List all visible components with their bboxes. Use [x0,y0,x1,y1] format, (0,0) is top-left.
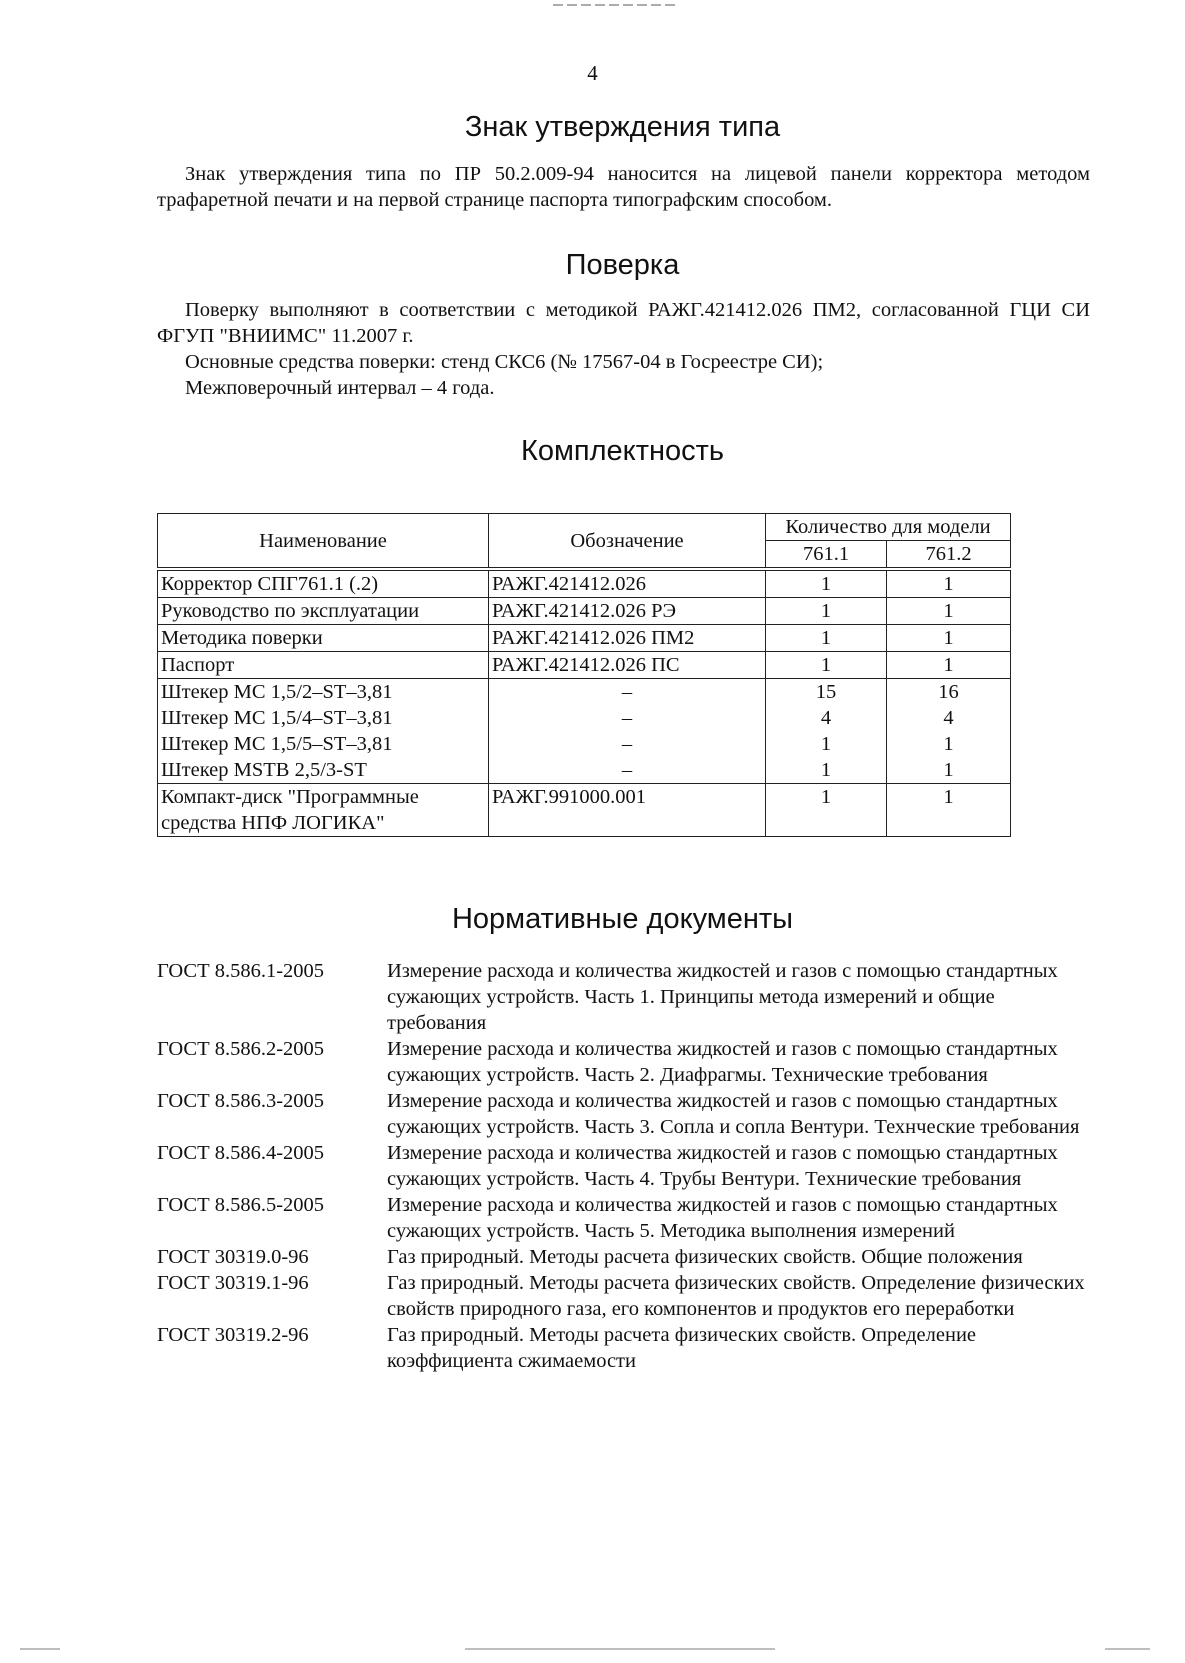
table-row [158,731,1011,757]
cell-qty-761-1: 1 [766,625,887,652]
cell-qty-761-1: 4 [766,705,887,731]
cell-name: Паспорт [158,652,489,679]
cell-name: Корректор СПГ761.1 (.2) [158,569,489,598]
cell-name: Компакт-диск "Программные средства НПФ ЛОГИКА" [158,784,489,837]
cell-code: – [489,757,766,784]
cell-name: Руководство по эксплуатации [158,598,489,625]
cell-qty-761-1: 1 [766,784,887,837]
table-row [158,652,1011,679]
approval-mark-paragraph: Знак утверждения типа по ПР 50.2.009-94 наносится на лицевой панели корректора методом трафаретной печати и на первой странице паспорта типографским способом. [157,163,1090,211]
cell-qty-761-2: 1 [887,598,1011,625]
cell-code: – [489,731,766,757]
cell-name: Штекер MC 1,5/2–ST–3,81 [158,679,489,706]
heading-approval-mark: Знак утверждения типа [464,111,781,143]
standard-code: ГОСТ 8.586.3-2005 [157,1090,325,1112]
standard-code: ГОСТ 30319.2-96 [157,1324,309,1346]
cell-code: – [489,679,766,706]
table-row [158,679,1011,706]
table-row [158,569,1011,598]
standard-code: ГОСТ 30319.0-96 [157,1246,309,1268]
standard-title: Газ природный. Методы расчета физических свойств. Общие положения [387,1246,1023,1268]
cell-qty-761-2: 4 [887,705,1011,731]
cell-qty-761-2: 1 [887,652,1011,679]
standard-code: ГОСТ 30319.1-96 [157,1272,309,1294]
cell-qty-761-1: 1 [766,652,887,679]
cell-code: – [489,705,766,731]
scan-artifact-bottom-left [20,1648,60,1650]
cell-name: Методика поверки [158,625,489,652]
column-header-qty-group: Количество для модели [766,514,1011,541]
heading-completeness: Комплектность [520,435,725,467]
list-item [157,1088,1087,1140]
verification-paragraph-equipment: Основные средства поверки: стенд СКС6 (№ 17567-04 в Госреестре СИ); [185,351,824,373]
cell-qty-761-2: 1 [887,784,1011,837]
completeness-table [157,513,1011,837]
heading-normative-documents: Нормативные документы [451,903,793,935]
scan-artifact-bottom-center [465,1648,775,1650]
page-number: 4 [587,61,598,85]
standard-title: Газ природный. Методы расчета физических свойств. Определение физических свойств природного газа, его компонентов и продуктов его переработки [387,1272,1085,1320]
cell-code: РАЖГ.421412.026 [489,569,766,598]
cell-qty-761-1: 1 [766,731,887,757]
table-row [158,705,1011,731]
standard-code: ГОСТ 8.586.1-2005 [157,960,325,982]
verification-paragraph-interval: Межповерочный интервал – 4 года. [185,377,495,399]
table-row [158,784,1011,837]
cell-qty-761-2: 1 [887,625,1011,652]
standard-title: Измерение расхода и количества жидкостей и газов с помощью стандартных сужающих устройств. Часть 1. Принципы метода измерений и общие требования [387,960,1058,1034]
cell-qty-761-2: 1 [887,757,1011,784]
list-item [157,1322,1087,1374]
column-header-model-761-2: 761.2 [887,541,1011,570]
cell-qty-761-1: 15 [766,679,887,706]
standard-title: Измерение расхода и количества жидкостей и газов с помощью стандартных сужающих устройств. Часть 5. Методика выполнения измерений [387,1194,1058,1242]
verification-text-block [157,297,1090,401]
cell-code: РАЖГ.421412.026 ПМ2 [489,625,766,652]
cell-qty-761-1: 1 [766,757,887,784]
table-row [158,598,1011,625]
cell-code: РАЖГ.421412.026 ПС [489,652,766,679]
standard-code: ГОСТ 8.586.4-2005 [157,1142,325,1164]
table-row [158,625,1011,652]
column-header-model-761-1: 761.1 [766,541,887,570]
scan-artifact-bottom-right [1105,1648,1150,1650]
cell-name: Штекер MC 1,5/4–ST–3,81 [158,705,489,731]
standard-code: ГОСТ 8.586.2-2005 [157,1038,325,1060]
list-item [157,1036,1087,1088]
standard-code: ГОСТ 8.586.5-2005 [157,1194,325,1216]
verification-paragraph-method: Поверку выполняют в соответствии с методикой РАЖГ.421412.026 ПМ2, согласованной ГЦИ СИ ФГУП "ВНИИМС" 11.2007 г. [157,299,1090,347]
column-header-name: Наименование [158,514,489,570]
cell-qty-761-1: 1 [766,569,887,598]
normative-documents-list [157,958,1087,1374]
list-item [157,958,1087,1036]
scan-artifact-top [553,4,676,6]
cell-code: РАЖГ.421412.026 РЭ [489,598,766,625]
approval-mark-text-block [157,161,1090,213]
list-item [157,1244,1087,1270]
cell-qty-761-2: 1 [887,731,1011,757]
cell-qty-761-1: 1 [766,598,887,625]
cell-code: РАЖГ.991000.001 [489,784,766,837]
cell-qty-761-2: 16 [887,679,1011,706]
standard-title: Измерение расхода и количества жидкостей и газов с помощью стандартных сужающих устройств. Часть 4. Трубы Вентури. Технические требования [387,1142,1058,1190]
cell-name: Штекер MSTB 2,5/3-ST [158,757,489,784]
list-item [157,1192,1087,1244]
standard-title: Газ природный. Методы расчета физических свойств. Определение коэффициента сжимаемости [387,1324,977,1372]
standard-title: Измерение расхода и количества жидкостей и газов с помощью стандартных сужающих устройств. Часть 2. Диафрагмы. Технические требования [387,1038,1058,1086]
heading-verification: Поверка [565,249,680,281]
standard-title: Измерение расхода и количества жидкостей и газов с помощью стандартных сужающих устройств. Часть 3. Сопла и сопла Вентури. Технческие требования [387,1090,1080,1138]
list-item [157,1140,1087,1192]
cell-qty-761-2: 1 [887,569,1011,598]
list-item [157,1270,1087,1322]
cell-name: Штекер MC 1,5/5–ST–3,81 [158,731,489,757]
table-row [158,757,1011,784]
column-header-code: Обозначение [489,514,766,570]
